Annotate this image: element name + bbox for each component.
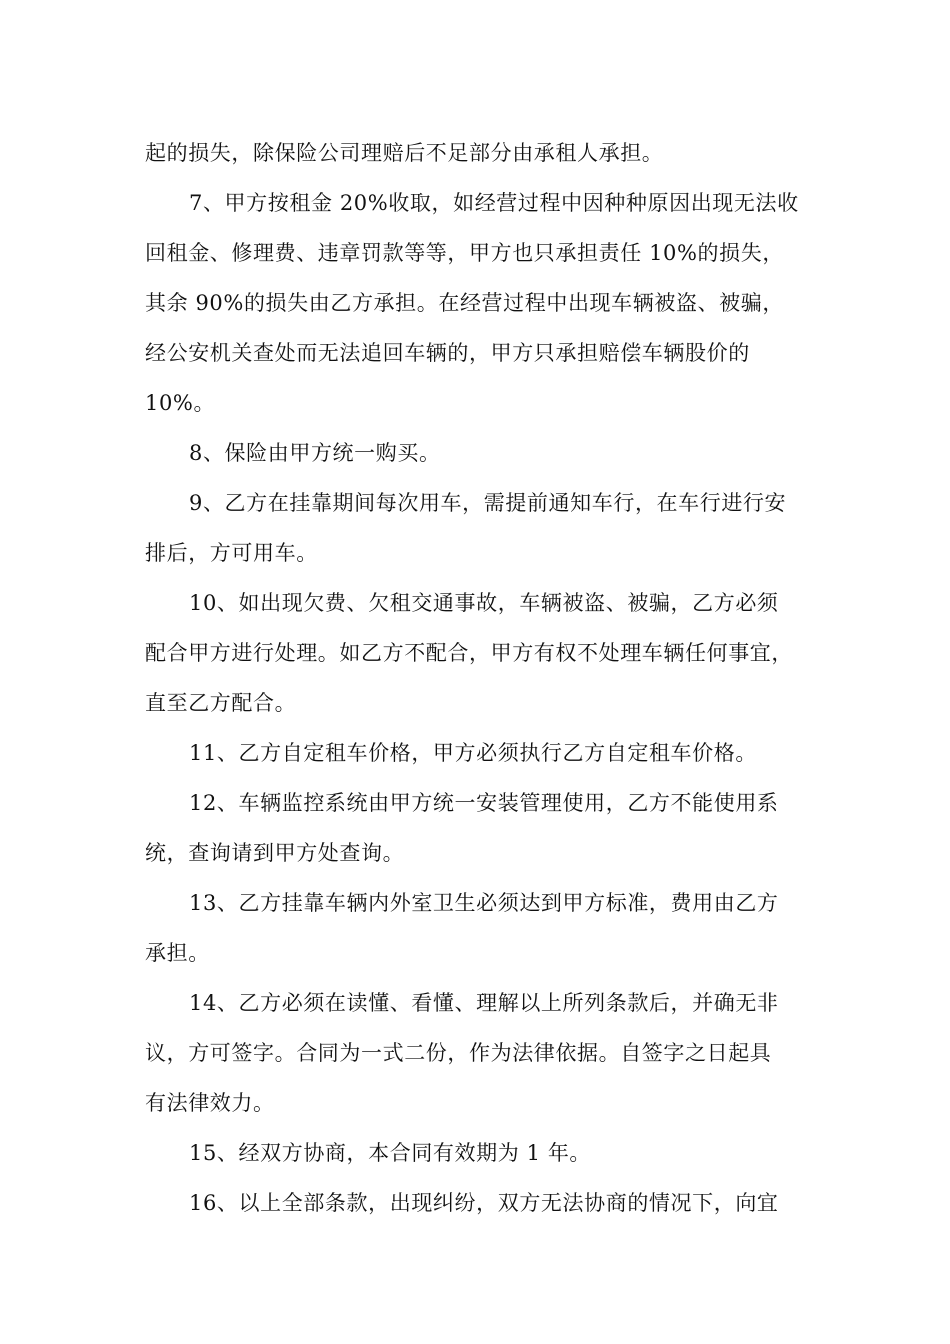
text-line: 其余 90%的损失由乙方承担。在经营过程中出现车辆被盗、被骗， — [145, 291, 784, 315]
text-line: 13、乙方挂靠车辆内外室卫生必须达到甲方标准，费用由乙方 — [189, 891, 779, 915]
text-line: 10%。 — [145, 391, 216, 415]
document-body — [145, 128, 813, 1228]
text-line: 经公安机关查处而无法追回车辆的，甲方只承担赔偿车辆股价的 — [145, 341, 750, 365]
text-line: 9、乙方在挂靠期间每次用车，需提前通知车行，在车行进行安 — [189, 491, 787, 515]
text-line: 配合甲方进行处理。如乙方不配合，甲方有权不处理车辆任何事宜， — [145, 641, 793, 665]
text-line: 排后，方可用车。 — [145, 541, 318, 565]
text-line: 议，方可签字。合同为一式二份，作为法律依据。自签字之日起具 — [145, 1041, 772, 1065]
text-line: 10、如出现欠费、欠租交通事故，车辆被盗、被骗，乙方必须 — [189, 591, 779, 615]
text-line: 直至乙方配合。 — [145, 691, 297, 715]
text-line: 11、乙方自定租车价格，甲方必须执行乙方自定租车价格。 — [189, 741, 757, 765]
text-line: 12、车辆监控系统由甲方统一安装管理使用，乙方不能使用系 — [189, 791, 779, 815]
text-line: 有法律效力。 — [145, 1091, 275, 1115]
text-line: 承担。 — [145, 941, 210, 965]
text-line: 7、甲方按租金 20%收取，如经营过程中因种种原因出现无法收 — [189, 191, 799, 215]
text-line: 统，查询请到甲方处查询。 — [145, 841, 405, 865]
text-line: 回租金、修理费、违章罚款等等，甲方也只承担责任 10%的损失， — [145, 241, 784, 265]
text-line: 16、以上全部条款，出现纠纷，双方无法协商的情况下，向宜 — [189, 1191, 779, 1215]
text-line: 15、经双方协商，本合同有效期为 1 年。 — [189, 1141, 592, 1165]
text-line: 8、保险由甲方统一购买。 — [189, 441, 441, 465]
text-line: 起的损失，除保险公司理赔后不足部分由承租人承担。 — [145, 141, 664, 165]
text-line: 14、乙方必须在读懂、看懂、理解以上所列条款后，并确无非 — [189, 991, 779, 1015]
